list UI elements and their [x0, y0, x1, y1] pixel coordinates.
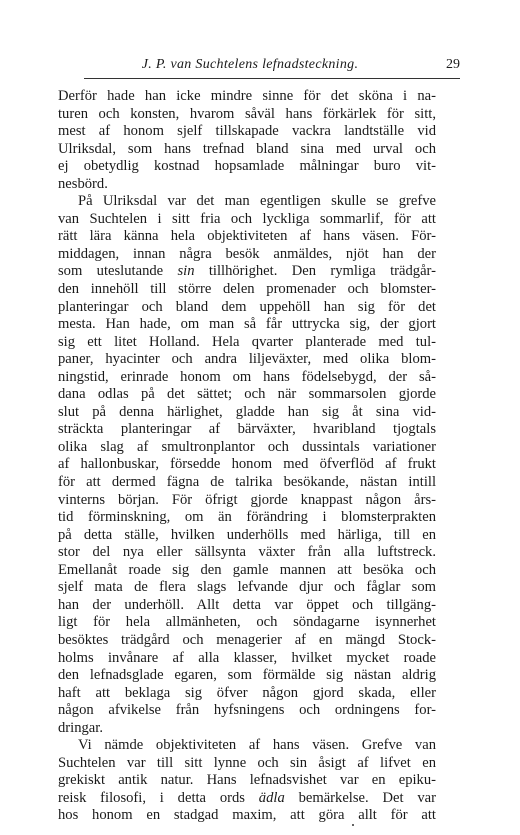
emphasized-word: ädla — [258, 789, 285, 806]
text-line: holms invånare af alla klasser, hvilket mycket roade — [58, 649, 436, 666]
text-segment: tillhörighet. Den rymliga trädgår- — [194, 263, 436, 280]
header-rule — [84, 78, 460, 79]
text-segment: bemärkelse. Det var — [284, 789, 436, 806]
running-title: J. P. van Suchtelens lefnadsteckning. — [141, 57, 359, 72]
page-header — [110, 57, 460, 77]
text-line: sig ett litet Holland. Hela qvarter planterade med tul- — [58, 333, 436, 350]
text-line: han der underhöll. Allt detta var öppet och tillgäng- — [58, 596, 436, 613]
text-line: Vi nämde objektiviteten af hans väsen. Grefve van — [78, 737, 436, 754]
text-line: den innehöll till större delen promenader och blomster- — [58, 281, 436, 298]
text-line: på detta ställe, hvilken underhölls med härliga, till en — [58, 526, 436, 543]
text-line: haft att beklaga sig öfver någon gjord skada, eller — [58, 684, 436, 701]
text-segment: som uteslutande — [58, 263, 178, 280]
emphasized-word: sin — [177, 263, 195, 280]
text-line: någon afvikelse från hyfsningens och ordningens for- — [58, 702, 436, 719]
ink-speck — [352, 824, 354, 826]
text-line: På Ulriksdal var det man egentligen skulle se grefve — [78, 193, 436, 210]
text-line: Derför hade han icke mindre sinne för det sköna i na- — [58, 88, 436, 104]
text-line: nesbörd. — [58, 175, 108, 192]
page-number: 29 — [446, 57, 460, 72]
text-line: tid förminskning, om än förändring i blomsterprakten — [58, 509, 436, 526]
text-line: olika slag af smultronplantor och dussintals variationer — [58, 438, 436, 455]
text-line: dana odlas på det sättet; och när sommarsolen gjorde — [58, 386, 436, 403]
text-line: Emellanåt roade sig den gamle mannen att besöka och — [58, 561, 436, 578]
text-line: dringar. — [58, 719, 103, 736]
text-line: af hallonbuskar, försedde honom med öfverflöd af frukt — [58, 456, 436, 473]
body-text — [58, 88, 436, 825]
text-line — [58, 790, 436, 808]
text-line: turen och konsten, hvarom såväl hans förkärlek för sitt, — [58, 105, 436, 122]
text-line: Suchtelen var till sitt lynne och sin åsigt af lifvet en — [58, 754, 436, 771]
text-line: hos honom en stadgad maxim, att göra allt för att — [58, 807, 436, 824]
text-line: ningstid, erinrade honom om hans födelsebygd, der så- — [58, 368, 436, 385]
text-line: för att dermed fägna de talrika besökande, nästan intill — [58, 474, 436, 491]
text-line: middagen, innan några besök anmäldes, njöt han der — [58, 245, 436, 262]
text-line: van Suchtelen i sitt fria och lyckliga sommarlif, för att — [58, 210, 436, 227]
text-line: planteringar och bland dem uppehöll han sig för det — [58, 298, 436, 315]
text-segment: reisk filosofi, i detta ords — [58, 789, 259, 806]
text-line: rätt lära känna hela objektiviteten af hans väsen. För- — [58, 228, 436, 245]
text-line: paner, hyacinter och andra liljeväxter, med olika blom- — [58, 351, 436, 368]
text-line: ej obetydlig kostnad hopsamlade målningar buro vit- — [58, 158, 436, 175]
text-line: grekiskt antik natur. Hans lefnadsvishet var en epiku- — [58, 772, 436, 789]
text-line: mest af honom sjelf tillskapade vackra landtställe vid — [58, 123, 436, 140]
text-line: mesta. Han hade, om man så får uttrycka sig, der gjort — [58, 316, 436, 333]
text-line: Ulriksdal, som hans trefnad bland sina med urval och — [58, 140, 436, 157]
text-line: stor del nya eller sällsynta växter från alla luftstreck. — [58, 544, 436, 561]
text-line: ligt för hela allmänheten, och söndagarne isynnerhet — [58, 614, 436, 631]
text-line: slut på denna härlighet, gladde han sig åt sina vid- — [58, 403, 436, 420]
text-line: vinterns början. För öfrigt gjorde knappast någon års- — [58, 491, 436, 508]
text-line: besöktes trädgård och menagerier af en mängd Stock- — [58, 631, 436, 648]
text-line: den lefnadsglade egaren, som förmälde sig nästan aldrig — [58, 667, 436, 684]
text-line: sträckta planteringar af bärväxter, hvaribland tjogtals — [58, 421, 436, 438]
text-line: sjelf mata de flera slags lefvande djur och fåglar som — [58, 579, 436, 596]
text-line — [58, 263, 436, 281]
